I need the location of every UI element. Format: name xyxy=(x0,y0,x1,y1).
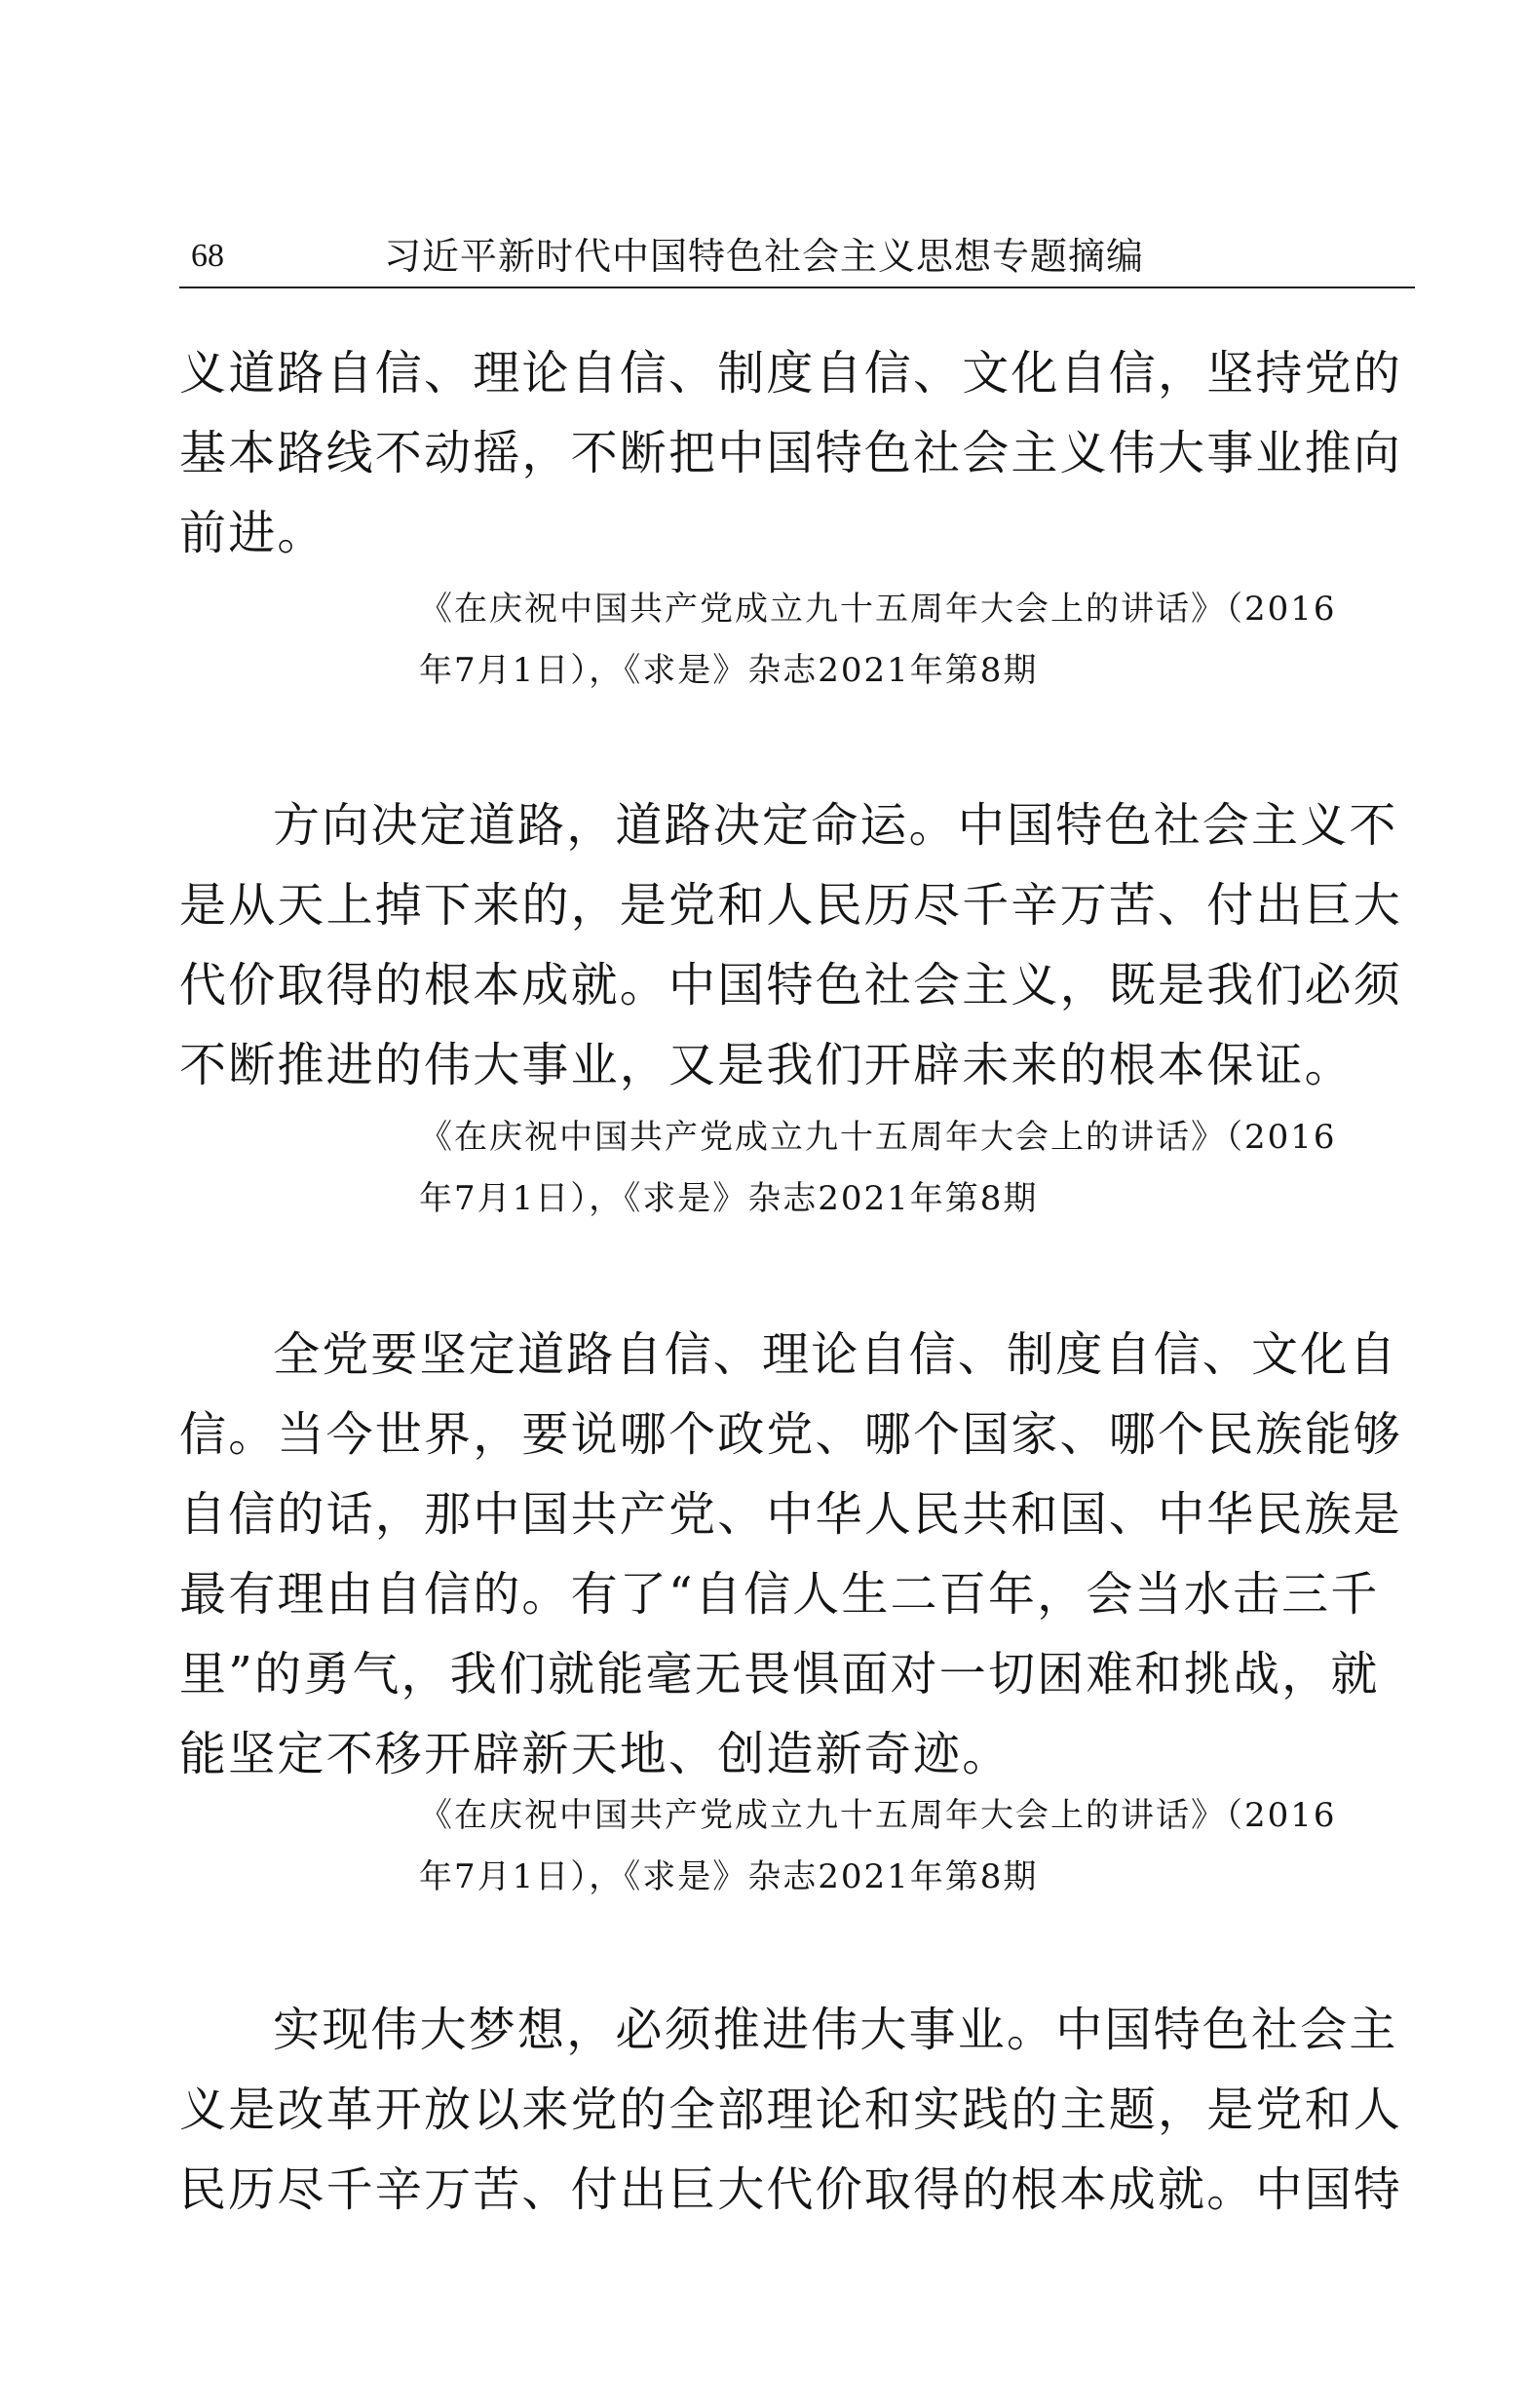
paragraph-line: 方向决定道路，道路决定命运。中国特色社会主义不 xyxy=(273,798,1398,853)
paragraph-line: 全党要坚定道路自信、理论自信、制度自信、文化自 xyxy=(273,1327,1398,1382)
paragraph-line: 实现伟大梦想，必须推进伟大事业。中国特色社会主 xyxy=(273,2003,1398,2057)
source-citation: 《在庆祝中国共产党成立九十五周年大会上的讲话》（2016 xyxy=(419,1118,1337,1157)
running-title: 习近平新时代中国特色社会主义思想专题摘编 xyxy=(384,235,1145,278)
paragraph-line: 义道路自信、理论自信、制度自信、文化自信，坚持党的 xyxy=(179,346,1403,401)
page-number: 68 xyxy=(191,238,224,274)
source-citation: 《在庆祝中国共产党成立九十五周年大会上的讲话》（2016 xyxy=(419,590,1337,629)
paragraph-line: 信。当今世界，要说哪个政党、哪个国家、哪个民族能够 xyxy=(179,1407,1403,1462)
paragraph-line: 能坚定不移开辟新天地、创造新奇迹。 xyxy=(179,1727,1011,1781)
paragraph-line: 不断推进的伟大事业，又是我们开辟未来的根本保证。 xyxy=(179,1038,1354,1092)
paragraph-line: 是从天上掉下来的，是党和人民历尽千辛万苦、付出巨大 xyxy=(179,878,1403,933)
source-citation: 《在庆祝中国共产党成立九十五周年大会上的讲话》（2016 xyxy=(419,1796,1337,1835)
source-citation: 年7月1日），《求是》杂志2021年第8期 xyxy=(419,651,1039,690)
page-header xyxy=(179,232,1415,288)
paragraph-line: 义是改革开放以来党的全部理论和实践的主题，是党和人 xyxy=(179,2083,1403,2137)
paragraph-line: 民历尽千辛万苦、付出巨大代价取得的根本成就。中国特 xyxy=(179,2162,1403,2217)
paragraph-line: 自信的话，那中国共产党、中华人民共和国、中华民族是 xyxy=(179,1487,1403,1542)
paragraph-line: 里”的勇气，我们就能毫无畏惧面对一切困难和挑战，就 xyxy=(179,1647,1380,1701)
source-citation: 年7月1日），《求是》杂志2021年第8期 xyxy=(419,1179,1039,1218)
paragraph-line: 最有理由自信的。有了“自信人生二百年，会当水击三千 xyxy=(179,1567,1380,1622)
paragraph-line: 基本路线不动摇，不断把中国特色社会主义伟大事业推向 xyxy=(179,426,1403,480)
paragraph-line: 代价取得的根本成就。中国特色社会主义，既是我们必须 xyxy=(179,958,1403,1013)
source-citation: 年7月1日），《求是》杂志2021年第8期 xyxy=(419,1857,1039,1896)
paragraph-line: 前进。 xyxy=(179,506,326,560)
